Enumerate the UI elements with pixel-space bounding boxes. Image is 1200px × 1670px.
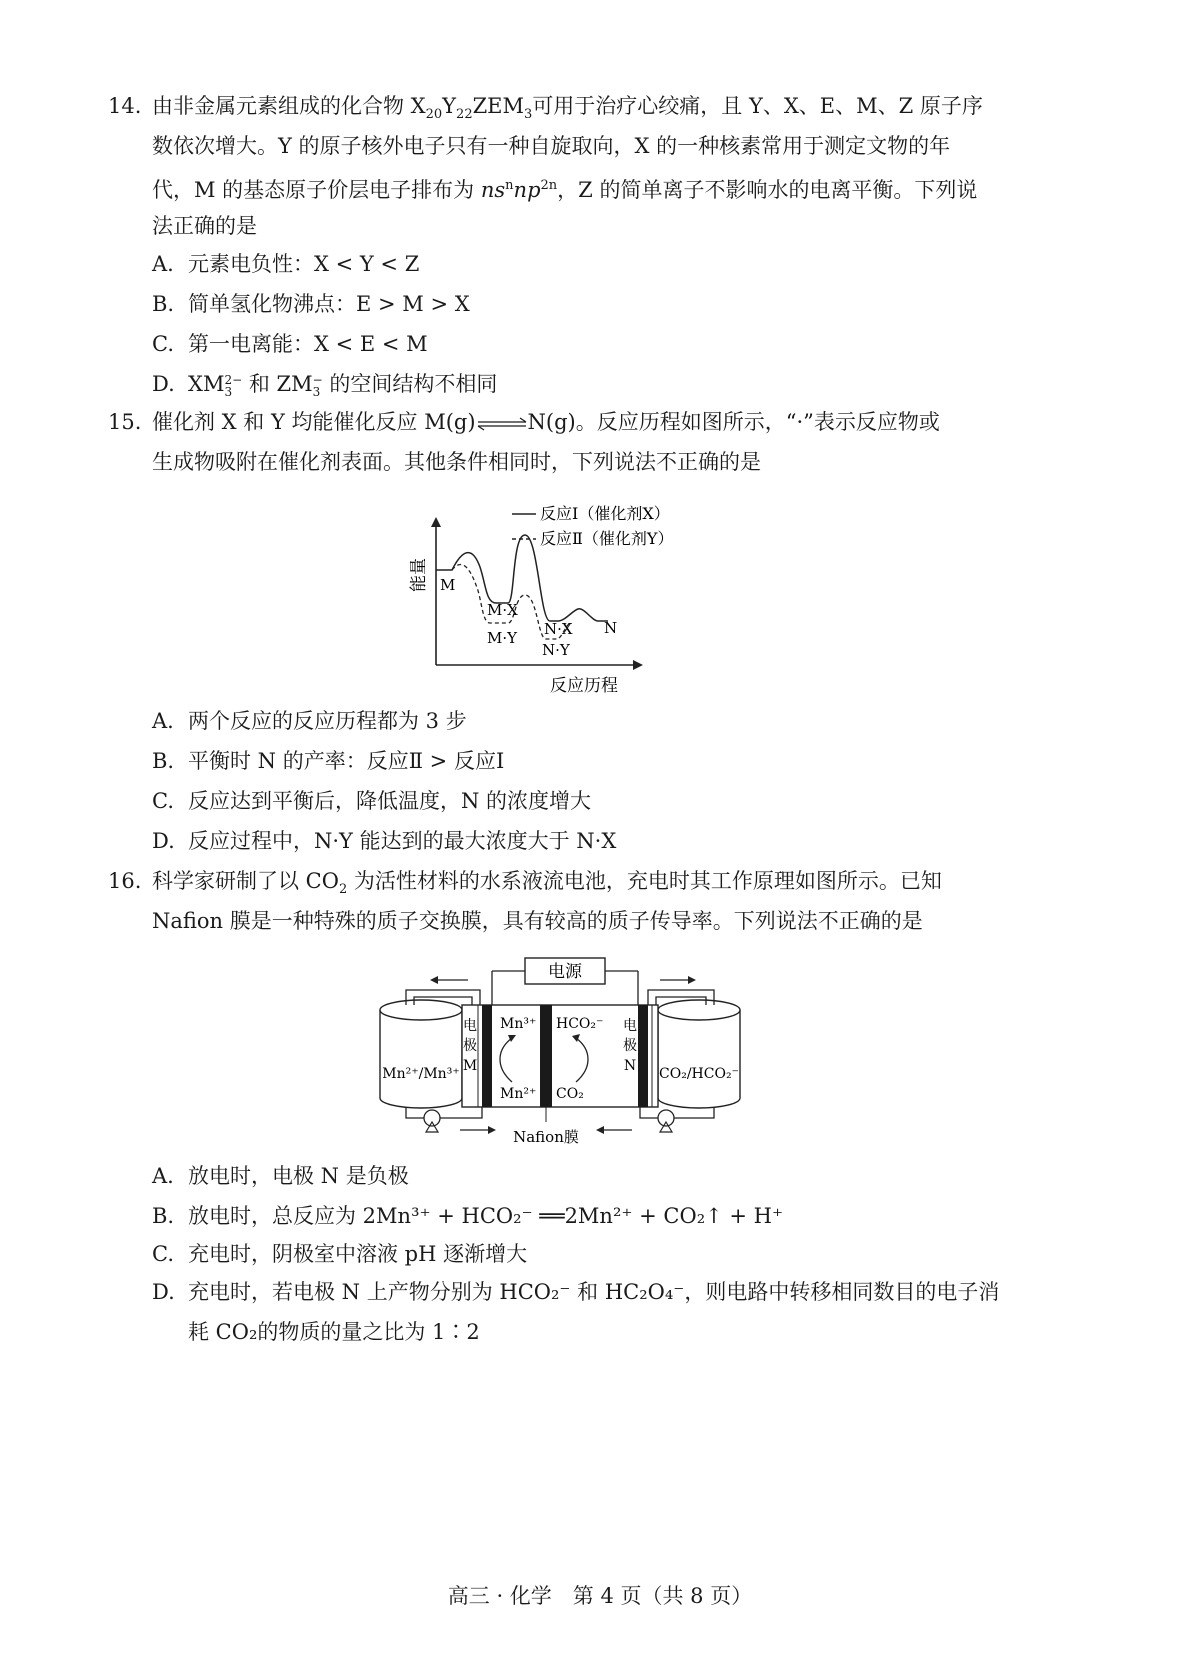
legend-reaction-2: 反应Ⅱ（催化剂Y） — [540, 529, 674, 548]
q15-option-c: C. 反应达到平衡后，降低温度，N 的浓度增大 — [152, 789, 592, 813]
electrode-n — [638, 1005, 648, 1107]
label-n: N — [604, 619, 618, 637]
q14-line2: 数依次增大。Y 的原子核外电子只有一种自旋取向，X 的一种核素常用于测定文物的年 — [152, 134, 951, 158]
q14-option-c: C. 第一电离能：X < E < M — [152, 332, 428, 356]
q15-line2: 生成物吸附在催化剂表面。其他条件相同时，下列说法不正确的是 — [152, 450, 761, 474]
q14-line1: 由非金属元素组成的化合物 $X_{20}Y_{22}ZEM_3$可用于治疗心绞痛，且 Y、X、E、M、Z 原子序 — [152, 94, 983, 123]
nafion-label: Nafion膜 — [513, 1128, 579, 1146]
q14-option-a: A. 元素电负性：X < Y < Z — [152, 252, 420, 276]
q16-option-c: C. 充电时，阴极室中溶液 pH 逐渐增大 — [152, 1242, 528, 1266]
label-n-y: N·Y — [542, 641, 570, 659]
electrode-m-char-1: 电 — [463, 1018, 477, 1034]
q16-line1: 科学家研制了以 $CO_2$ 为活性材料的水系液流电池，充电时其工作原理如图所示。已知 — [152, 869, 942, 898]
flow-battery-diagram — [370, 950, 750, 1150]
co2-label: CO₂ — [556, 1086, 584, 1102]
left-tank — [380, 1010, 462, 1108]
label-m-y: M·Y — [487, 629, 518, 647]
right-pump — [658, 1110, 674, 1126]
electrode-n-char-1: 电 — [623, 1018, 637, 1034]
electrode-n-char-2: 极 — [623, 1038, 637, 1054]
power-source-label: 电源 — [548, 962, 582, 982]
q14-line4: 法正确的是 — [152, 214, 257, 238]
q16-option-d-line2: 耗 CO₂的物质的量之比为 1∶2 — [188, 1320, 480, 1344]
electrode-n-char-3: N — [623, 1058, 637, 1074]
electrode-m — [482, 1005, 492, 1107]
nafion-membrane — [540, 1005, 552, 1107]
mn3-label: Mn³⁺ — [500, 1016, 537, 1032]
q14-line3: 代，M 的基态原子价层电子排布为 $ns^nnp^{2n}$，Z 的简单离子不影响水的电离平衡。下列说 — [152, 178, 978, 202]
energy-profile-diagram — [400, 495, 690, 700]
x-axis-arrow — [633, 660, 643, 670]
q15-option-d: D. 反应过程中，N·Y 能达到的最大浓度大于 N·X — [152, 829, 617, 853]
q16-number: 16. — [108, 869, 142, 893]
left-tank-label: Mn²⁺/Mn³⁺ — [382, 1066, 460, 1082]
q15-number: 15. — [108, 410, 142, 434]
q14-option-d: D. XM 2− 3 和 ZM − 3 的空间结构不相同 — [152, 372, 498, 399]
electrode-m-char-2: 极 — [463, 1038, 477, 1054]
equilibrium-arrow-icon — [476, 416, 528, 432]
q16-option-b: B. 放电时，总反应为 2Mn³⁺ + HCO₂⁻ ══2Mn²⁺ + CO₂↑ + H⁺ — [152, 1204, 784, 1228]
electrode-m-char-3: M — [462, 1058, 478, 1074]
q15-line1: 催化剂 X 和 Y 均能催化反应 M(g) N(g)。反应历程如图所示，“·”表示反应物或 — [152, 410, 940, 434]
mn2-label: Mn²⁺ — [500, 1086, 537, 1102]
left-pump — [424, 1110, 440, 1126]
page-footer: 高三 · 化学 第 4 页（共 8 页） — [447, 1584, 753, 1608]
y-axis-label: 能量 — [409, 558, 429, 592]
right-tank — [658, 1010, 740, 1108]
q15-option-a: A. 两个反应的反应历程都为 3 步 — [152, 709, 467, 733]
q16-line2: Nafion 膜是一种特殊的质子交换膜，具有较高的质子传导率。下列说法不正确的是 — [152, 909, 923, 933]
legend-reaction-1: 反应Ⅰ（催化剂X） — [540, 504, 670, 523]
right-tank-label: CO₂/HCO₂⁻ — [659, 1066, 739, 1082]
q15-option-b: B. 平衡时 N 的产率：反应Ⅱ > 反应Ⅰ — [152, 749, 505, 773]
q14-option-b: B. 简单氢化物沸点：E > M > X — [152, 292, 470, 316]
x-axis-label: 反应历程 — [550, 676, 618, 696]
label-m: M — [440, 576, 456, 594]
hco2-label: HCO₂⁻ — [556, 1016, 604, 1032]
label-n-x: N·X — [544, 620, 573, 638]
q14-number: 14. — [108, 94, 142, 118]
q16-option-a: A. 放电时，电极 N 是负极 — [152, 1164, 409, 1188]
label-m-x: M·X — [487, 601, 518, 619]
q16-option-d-line1: D. 充电时，若电极 N 上产物分别为 HCO₂⁻ 和 HC₂O₄⁻，则电路中转移相同数目的电子消 — [152, 1280, 1000, 1304]
y-axis-arrow — [431, 517, 441, 527]
